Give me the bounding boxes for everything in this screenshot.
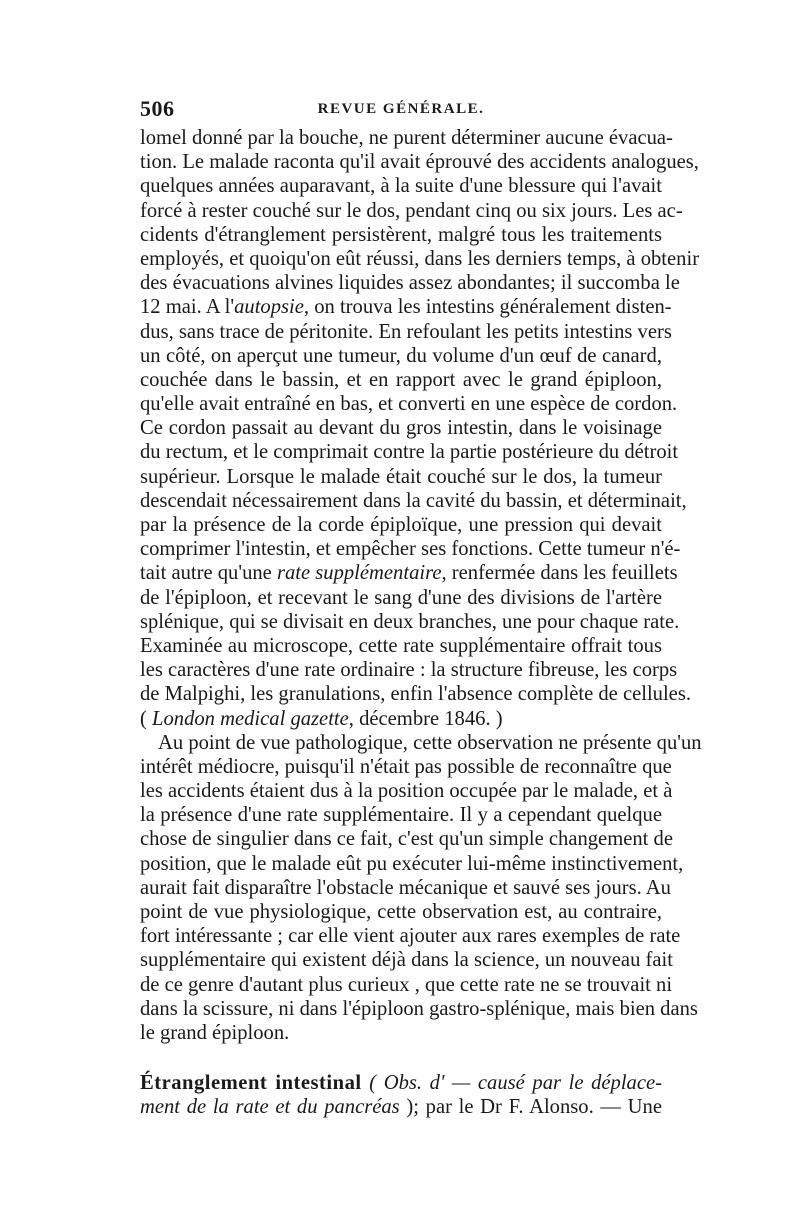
text-run: tait autre qu'une <box>140 562 277 585</box>
text-line: employés, et quoiqu'on eût réussi, dans les derniers temps, à obtenir <box>140 247 700 270</box>
text-line: couchée dans le bassin, et en rapport avec le grand épiploon, <box>140 368 662 391</box>
text-line: aurait fait disparaître l'obstacle mécanique et sauvé ses jours. Au <box>140 876 671 899</box>
paragraph-next-article <box>140 1071 662 1119</box>
text-line: lomel donné par la bouche, ne purent déterminer aucune évacua- <box>140 127 673 149</box>
text-run: ( <box>140 707 153 730</box>
text-run: , renfermée dans les feuillets <box>441 562 678 585</box>
text-line: de l'épiploon, et recevant le sang d'une des divisions de l'artère <box>140 586 662 609</box>
text-run: , décembre 1846. ) <box>348 707 503 730</box>
text-run: , on trouva les intestins généralement disten- <box>303 296 672 319</box>
text-line: le grand épiploon. <box>140 1021 290 1044</box>
article-heading: Étranglement intestinal <box>140 1072 362 1095</box>
page-header <box>140 96 662 130</box>
text-line: point de vue physiologique, cette observation est, au contraire, <box>140 901 662 923</box>
text-line: du rectum, et le comprimait contre la partie postérieure du détroit <box>140 441 679 464</box>
text-line: position, que le malade eût pu exécuter lui-même instinctivement, <box>140 852 684 875</box>
running-title: REVUE GÉNÉRALE. <box>317 101 485 117</box>
article-subtitle-italic: ( Obs. d' — causé par le déplace- <box>369 1072 662 1095</box>
text-line: cidents d'étranglement persistèrent, malgré tous les traitements <box>140 223 662 246</box>
text-line: comprimer l'intestin, et empêcher ses fonctions. Cette tumeur n'é- <box>140 538 681 561</box>
article-subtitle-italic-cont: ment de la rate et du pancréas <box>140 1096 400 1119</box>
text-line: Examinée au microscope, cette rate supplémentaire offrait tous <box>140 634 662 657</box>
text-line <box>140 561 678 585</box>
text-line: forcé à rester couché sur le dos, pendant cinq ou six jours. Les ac- <box>140 199 683 222</box>
text-line: supplémentaire qui existent déjà dans la science, un nouveau fait <box>140 949 673 972</box>
italic-term: rate supplémentaire <box>276 562 442 585</box>
section-gap <box>140 1045 662 1071</box>
text-line: dus, sans trace de péritonite. En refoulant les petits intestins vers <box>140 320 672 343</box>
text-line: splénique, qui se divisait en deux branches, une pour chaque rate. <box>140 610 680 633</box>
text-run: 12 mai. A l' <box>140 296 235 319</box>
text-line: les caractères d'une rate ordinaire : la structure fibreuse, les corps <box>140 659 678 682</box>
text-line: fort intéressante ; car elle vient ajouter aux rares exemples de rate <box>140 925 681 948</box>
text-line: supérieur. Lorsque le malade était couché sur le dos, la tumeur <box>140 465 662 488</box>
text-line: de ce genre d'autant plus curieux , que cette rate ne se trouvait ni <box>140 973 673 996</box>
text-line: Au point de vue pathologique, cette observation ne présente qu'un <box>158 731 702 754</box>
text-line: de Malpighi, les granulations, enfin l'absence complète de cellules. <box>140 683 691 706</box>
paragraph-commentary <box>140 731 702 1045</box>
text-line: par la présence de la corde épiploïque, une pression qui devait <box>140 514 662 536</box>
text-line: Ce cordon passait au devant du gros intestin, dans le voisinage <box>140 417 662 440</box>
text-line: qu'elle avait entraîné en bas, et converti en une espèce de cordon. <box>140 393 678 416</box>
paragraph-observation <box>140 126 700 731</box>
italic-term: autopsie <box>234 296 304 319</box>
text-line <box>140 1071 662 1095</box>
text-line: les accidents étaient dus à la position occupée par le malade, et à <box>140 780 673 803</box>
italic-term: London medical gazette <box>152 707 349 730</box>
text-line <box>140 1095 662 1119</box>
text-line: intérêt médiocre, puisqu'il n'était pas possible de reconnaître que <box>140 755 672 778</box>
text-line: des évacuations alvines liquides assez abondantes; il succomba le <box>140 272 680 295</box>
text-line: un côté, on aperçut une tumeur, du volume d'un œuf de canard, <box>140 344 662 367</box>
body-text <box>140 126 702 1120</box>
text-line: quelques années auparavant, à la suite d'une blessure qui l'avait <box>140 175 662 198</box>
page-number: 506 <box>140 96 175 121</box>
text-line: chose de singulier dans ce fait, c'est qu'un simple changement de <box>140 828 673 851</box>
article-author-line: ); par le Dr F. Alonso. — Une <box>406 1096 662 1119</box>
text-line: la présence d'une rate supplémentaire. Il y a cependant quelque <box>140 804 662 827</box>
text-line: descendait nécessairement dans la cavité du bassin, et déterminait, <box>140 489 687 512</box>
text-line: dans la scissure, ni dans l'épiploon gastro-splénique, mais bien dans <box>140 997 698 1020</box>
text-line <box>140 707 662 731</box>
text-line <box>140 295 672 319</box>
text-line: tion. Le malade raconta qu'il avait éprouvé des accidents analogues, <box>140 151 699 174</box>
